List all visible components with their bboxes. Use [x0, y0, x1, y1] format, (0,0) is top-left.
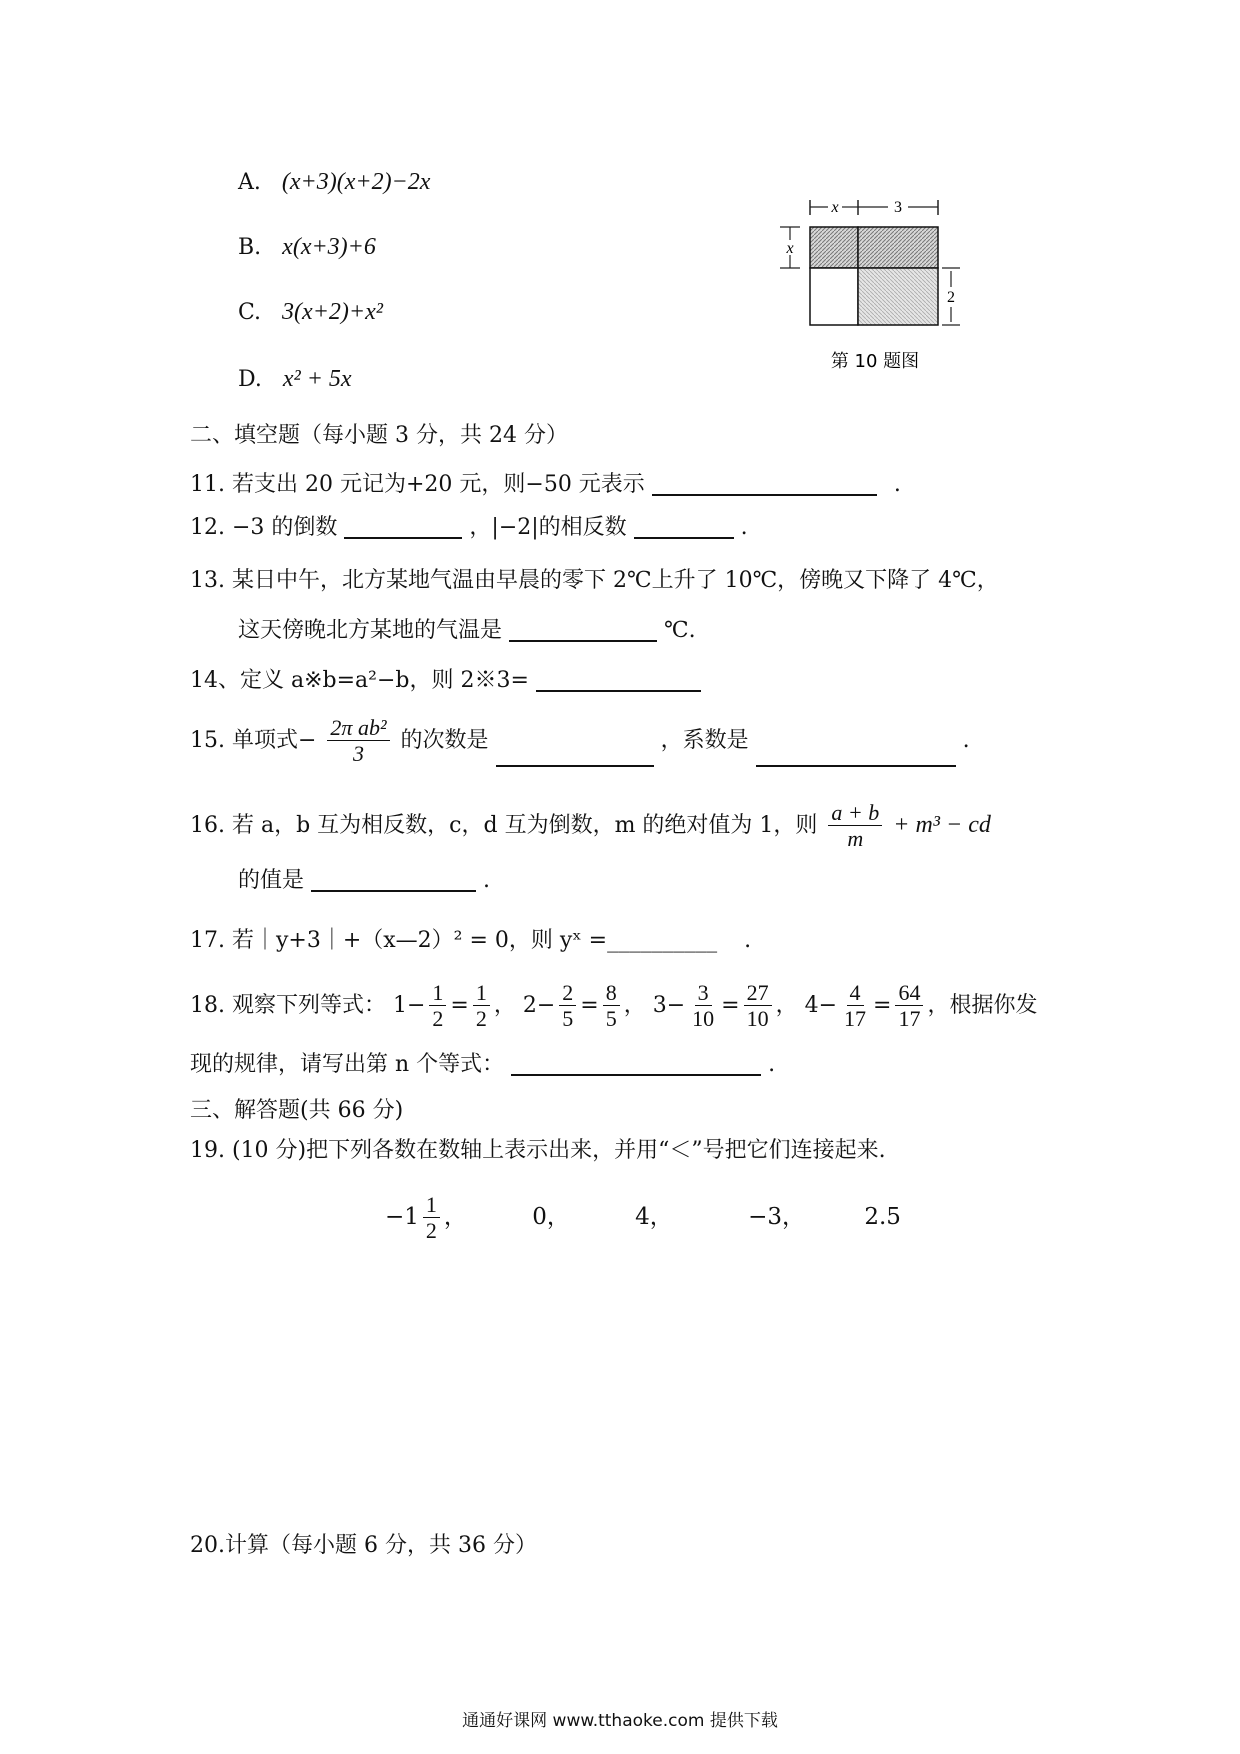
q18-eq4-frac2-den: 17 — [898, 1006, 921, 1032]
question-16-line2 — [238, 868, 490, 892]
section-3-heading: 三、解答题(共 66 分) — [190, 1098, 404, 1123]
q15-answer-blank-1[interactable] — [496, 743, 654, 767]
q16-line2-text: 的值是 — [238, 868, 305, 893]
section-2-heading: 二、填空题（每小题 3 分，共 24 分） — [190, 423, 568, 448]
option-c-expr: 3(x+2)+x² — [282, 299, 383, 325]
q18-prefix: 18. 观察下列等式： — [190, 992, 386, 1018]
q16-answer-blank[interactable] — [311, 868, 476, 892]
q18-eq4-frac1-num: 4 — [847, 980, 864, 1006]
question-13-line2 — [238, 618, 696, 642]
q15-prefix: 15. 单项式− — [190, 727, 317, 753]
q19-number-4: −3， — [748, 1203, 806, 1230]
q15-mid2: ，系数是 — [660, 727, 749, 753]
q18-eq1-frac1 — [429, 980, 446, 1032]
option-d-label: D. — [238, 367, 262, 392]
q19-number-2: 0， — [532, 1203, 570, 1230]
q17-end: . — [744, 928, 752, 953]
q18-eq1-whole: 1− — [392, 992, 426, 1018]
q13-unit: ℃. — [664, 618, 696, 643]
q18-suffix: ，根据你发 — [927, 992, 1038, 1018]
question-14 — [190, 668, 701, 692]
question-19: 19. (10 分)把下列各数在数轴上表示出来，并用“＜”号把它们连接起来. — [190, 1138, 886, 1163]
q16-text: 16. 若 a，b 互为相反数，c，d 互为倒数，m 的绝对值为 1，则 — [190, 812, 818, 838]
q18-eq4-frac2-num: 64 — [895, 980, 923, 1006]
figure-label-top-x: x — [831, 199, 839, 216]
q18-eq4-whole: 4− — [804, 992, 838, 1018]
q16-tail: + m³ − cd — [893, 811, 991, 838]
q15-fraction-num: 2π ab² — [327, 715, 389, 741]
q16-fraction-num: a + b — [828, 800, 882, 826]
question-11 — [190, 472, 901, 496]
option-d — [238, 367, 352, 391]
q18-eq3-frac1-num: 3 — [695, 980, 712, 1006]
question-19-numbers: −1 $\frac{1}{2}$ ， 0， 4， −3， 2.5 — [385, 1192, 901, 1244]
q11-answer-blank[interactable] — [652, 472, 877, 496]
q18-eq2-frac1-den: 5 — [562, 1006, 574, 1032]
question-20: 20.计算（每小题 6 分，共 36 分） — [190, 1533, 537, 1558]
q12-part1: 12. −3 的倒数 — [190, 515, 338, 540]
question-18-line2 — [190, 1052, 775, 1076]
q18-eq1-frac2 — [473, 980, 490, 1032]
q18-eq4-frac2 — [895, 980, 923, 1032]
q18-eq1-frac1-num: 1 — [429, 980, 446, 1006]
q11-end: . — [893, 472, 901, 497]
option-c — [238, 300, 383, 324]
q12-answer-blank-1[interactable] — [344, 515, 462, 539]
q12-answer-blank-2[interactable] — [634, 515, 734, 539]
figure-q10 — [770, 195, 970, 385]
q18-eq4-frac1-den: 17 — [844, 1006, 867, 1032]
option-c-label: C. — [238, 300, 262, 325]
q12-end: . — [740, 515, 748, 540]
q18-eq1-frac2-den: 2 — [475, 1006, 487, 1032]
question-12 — [190, 515, 748, 539]
q18-end: . — [768, 1052, 776, 1077]
option-b — [238, 235, 376, 259]
q18-eq3-frac2-num: 27 — [744, 980, 772, 1006]
q18-eq4-frac1 — [841, 980, 869, 1032]
q16-fraction — [828, 800, 882, 852]
q18-eq3-frac1 — [689, 980, 717, 1032]
q18-line2-text: 现的规律，请写出第 n 个等式： — [190, 1052, 505, 1077]
q18-eq2-frac2-den: 5 — [605, 1006, 617, 1032]
q19-number-mixed-whole: −1 — [385, 1203, 419, 1230]
question-18: 18. 观察下列等式： 1− $\frac{1}{2}$ = $\frac{1}{2}$ ， 2− $\frac{2}{5}$ = $\frac{8}{5}$ ， 3− $\frac{3}{10}$ = $\frac{27}{10}$ ， 4− $\frac{4}{17}$ = $\frac{64}{17}$ ，根据你发 — [190, 980, 1038, 1032]
footer-source: 通通好课网 www.tthaoke.com 提供下载 — [462, 1711, 778, 1731]
q16-end: . — [483, 868, 491, 893]
option-a — [238, 170, 430, 194]
option-a-label: A. — [238, 170, 261, 195]
q19-frac-den: 2 — [425, 1218, 437, 1244]
option-b-expr: x(x+3)+6 — [282, 234, 376, 260]
q15-answer-blank-2[interactable] — [756, 743, 956, 767]
figure-label-left-x: x — [786, 240, 794, 257]
question-15 — [190, 715, 970, 767]
question-17 — [190, 930, 751, 952]
q18-eq2-frac1-num: 2 — [559, 980, 576, 1006]
q15-end: . — [962, 727, 970, 753]
q19-frac-num: 1 — [423, 1192, 440, 1218]
q18-eq2-frac2-num: 8 — [603, 980, 620, 1006]
q13-answer-blank[interactable] — [509, 618, 657, 642]
q18-eq2-frac1 — [559, 980, 576, 1032]
figure-caption: 第 10 题图 — [830, 351, 920, 372]
q18-eq2-frac2 — [603, 980, 620, 1032]
figure-label-top-3: 3 — [894, 199, 902, 216]
option-d-expr: x² + 5x — [282, 366, 352, 392]
q17-text: 17. 若｜y+3｜+（x—2）² = 0，则 yˣ =__________ — [190, 928, 718, 953]
q19-number-mixed-frac — [423, 1192, 440, 1244]
question-16 — [190, 800, 991, 852]
q19-number-3: 4， — [635, 1203, 673, 1230]
q15-fraction-den: 3 — [352, 741, 364, 767]
figure-label-right-2: 2 — [947, 289, 955, 306]
q13-text: 这天傍晚北方某地的气温是 — [238, 618, 503, 643]
q11-text: 11. 若支出 20 元记为+20 元，则−50 元表示 — [190, 472, 645, 497]
q18-eq3-frac2-den: 10 — [746, 1006, 769, 1032]
q15-fraction — [327, 715, 389, 767]
q12-part2: ，|−2|的相反数 — [469, 515, 627, 540]
q14-answer-blank[interactable] — [536, 668, 701, 692]
option-b-label: B. — [238, 235, 262, 260]
q19-number-5: 2.5 — [864, 1203, 901, 1230]
q18-eq2-whole: 2− — [522, 992, 556, 1018]
question-13-line1: 13. 某日中午，北方某地气温由早晨的零下 2℃上升了 10℃，傍晚又下降了 4℃， — [190, 568, 999, 593]
q18-eq1-frac2-num: 1 — [473, 980, 490, 1006]
q18-answer-blank[interactable] — [511, 1052, 761, 1076]
q18-eq3-frac1-den: 10 — [692, 1006, 715, 1032]
q18-eq3-frac2 — [744, 980, 772, 1032]
q18-eq3-whole: 3− — [652, 992, 686, 1018]
q15-mid: 的次数是 — [400, 727, 489, 753]
option-a-expr: (x+3)(x+2)−2x — [281, 169, 431, 195]
q18-eq1-frac1-den: 2 — [432, 1006, 444, 1032]
q16-fraction-den: m — [847, 826, 864, 852]
q14-text: 14、定义 a※b=a²−b，则 2※3= — [190, 668, 529, 693]
